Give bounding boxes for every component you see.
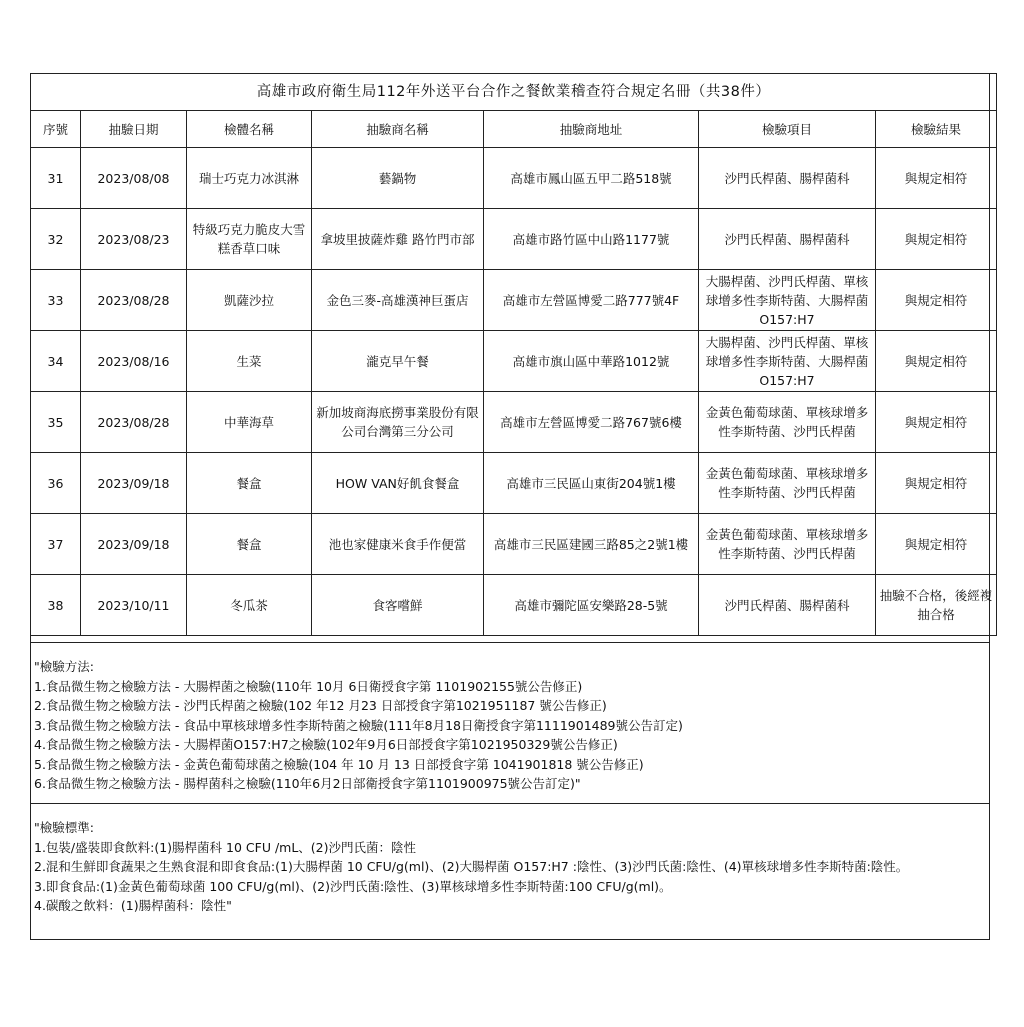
col-header-items: 檢驗項目 bbox=[699, 111, 876, 148]
cell-vendor: 藝鍋物 bbox=[312, 148, 484, 209]
cell-items: 金黃色葡萄球菌、單核球增多性李斯特菌、沙門氏桿菌 bbox=[699, 392, 876, 453]
cell-vendor: HOW VAN好飢食餐盒 bbox=[312, 453, 484, 514]
cell-items: 大腸桿菌、沙門氏桿菌、單核球增多性李斯特菌、大腸桿菌O157:H7 bbox=[699, 270, 876, 331]
cell-result: 與規定相符 bbox=[876, 209, 997, 270]
cell-address: 高雄市彌陀區安樂路28-5號 bbox=[484, 575, 699, 636]
method-line: 1.食品微生物之檢驗方法 - 大腸桿菌之檢驗(110年 10月 6日衛授食字第 1101902155號公告修正) bbox=[34, 678, 583, 694]
method-line: 2.食品微生物之檢驗方法 - 沙門氏桿菌之檢驗(102 年12 月23 日部授食字第1021951187 號公告修正) bbox=[34, 698, 607, 713]
cell-date: 2023/08/23 bbox=[81, 209, 187, 270]
cell-address: 高雄市旗山區中華路1012號 bbox=[484, 331, 699, 392]
cell-sample: 瑞士巧克力冰淇淋 bbox=[187, 148, 312, 209]
cell-address: 高雄市三民區山東街204號1樓 bbox=[484, 453, 699, 514]
cell-date: 2023/09/18 bbox=[81, 514, 187, 575]
cell-result: 與規定相符 bbox=[876, 392, 997, 453]
cell-vendor: 拿坡里披薩炸雞 路竹門市部 bbox=[312, 209, 484, 270]
cell-items: 沙門氏桿菌、腸桿菌科 bbox=[699, 575, 876, 636]
table-row bbox=[31, 331, 997, 392]
col-header-no: 序號 bbox=[31, 111, 81, 148]
cell-date: 2023/10/11 bbox=[81, 575, 187, 636]
method-line: 4.食品微生物之檢驗方法 - 大腸桿菌O157:H7之檢驗(102年9月6日部授食字第1021950329號公告修正) bbox=[34, 737, 618, 752]
standard-line: 3.即食食品:(1)金黃色葡萄球菌 100 CFU/g(ml)、(2)沙門氏菌:陰性、(3)單核球增多性李斯特菌:100 CFU/g(ml)。 bbox=[34, 878, 672, 894]
method-line: 6.食品微生物之檢驗方法 - 腸桿菌科之檢驗(110年6月2日部衛授食字第1101900975號公告訂定)" bbox=[34, 776, 581, 791]
cell-sample: 餐盒 bbox=[187, 514, 312, 575]
table-row bbox=[31, 148, 997, 209]
cell-items: 金黃色葡萄球菌、單核球增多性李斯特菌、沙門氏桿菌 bbox=[699, 514, 876, 575]
cell-no: 37 bbox=[31, 514, 81, 575]
col-header-vendor: 抽驗商名稱 bbox=[312, 111, 484, 148]
cell-no: 32 bbox=[31, 209, 81, 270]
cell-result: 與規定相符 bbox=[876, 514, 997, 575]
cell-vendor: 新加坡商海底撈事業股份有限公司台灣第三分公司 bbox=[312, 392, 484, 453]
col-header-result: 檢驗結果 bbox=[876, 111, 997, 148]
test-methods-note bbox=[31, 642, 989, 804]
cell-date: 2023/08/08 bbox=[81, 148, 187, 209]
cell-vendor: 池也家健康米食手作便當 bbox=[312, 514, 484, 575]
cell-sample: 生菜 bbox=[187, 331, 312, 392]
inspection-register-sheet bbox=[30, 73, 993, 940]
cell-vendor: 食客嚐鮮 bbox=[312, 575, 484, 636]
cell-sample: 冬瓜茶 bbox=[187, 575, 312, 636]
cell-sample: 特級巧克力脆皮大雪糕香草口味 bbox=[187, 209, 312, 270]
col-header-address: 抽驗商地址 bbox=[484, 111, 699, 148]
header-row bbox=[31, 111, 997, 148]
cell-date: 2023/09/18 bbox=[81, 453, 187, 514]
cell-address: 高雄市鳳山區五甲二路518號 bbox=[484, 148, 699, 209]
cell-date: 2023/08/28 bbox=[81, 392, 187, 453]
cell-sample: 凱薩沙拉 bbox=[187, 270, 312, 331]
cell-date: 2023/08/16 bbox=[81, 331, 187, 392]
table-row bbox=[31, 453, 997, 514]
cell-result: 與規定相符 bbox=[876, 270, 997, 331]
table-row bbox=[31, 209, 997, 270]
cell-result: 與規定相符 bbox=[876, 148, 997, 209]
table-row bbox=[31, 392, 997, 453]
cell-no: 38 bbox=[31, 575, 81, 636]
cell-vendor: 瀧克早午餐 bbox=[312, 331, 484, 392]
table-row bbox=[31, 514, 997, 575]
cell-sample: 餐盒 bbox=[187, 453, 312, 514]
cell-address: 高雄市三民區建國三路85之2號1樓 bbox=[484, 514, 699, 575]
cell-result: 抽驗不合格，後經複抽合格 bbox=[876, 575, 997, 636]
cell-address: 高雄市左營區博愛二路767號6樓 bbox=[484, 392, 699, 453]
cell-no: 35 bbox=[31, 392, 81, 453]
cell-no: 34 bbox=[31, 331, 81, 392]
cell-address: 高雄市路竹區中山路1177號 bbox=[484, 209, 699, 270]
col-header-date: 抽驗日期 bbox=[81, 111, 187, 148]
method-line: 3.食品微生物之檢驗方法 - 食品中單核球增多性李斯特菌之檢驗(111年8月18日衛授食字第1111901489號公告訂定) bbox=[34, 717, 683, 733]
method-line: "檢驗方法: bbox=[34, 659, 94, 674]
cell-no: 36 bbox=[31, 453, 81, 514]
cell-items: 沙門氏桿菌、腸桿菌科 bbox=[699, 148, 876, 209]
cell-address: 高雄市左營區博愛二路777號4F bbox=[484, 270, 699, 331]
table-row bbox=[31, 270, 997, 331]
cell-vendor: 金色三麥-高雄漢神巨蛋店 bbox=[312, 270, 484, 331]
table-title: 高雄市政府衛生局112年外送平台合作之餐飲業稽查符合規定名冊（共38件） bbox=[31, 74, 997, 111]
col-header-sample: 檢體名稱 bbox=[187, 111, 312, 148]
cell-items: 大腸桿菌、沙門氏桿菌、單核球增多性李斯特菌、大腸桿菌O157:H7 bbox=[699, 331, 876, 392]
standard-line: "檢驗標準: bbox=[34, 820, 94, 835]
inspection-table bbox=[30, 73, 997, 636]
cell-no: 33 bbox=[31, 270, 81, 331]
standard-line: 1.包裝/盛裝即食飲料:(1)腸桿菌科 10 CFU /mL、(2)沙門氏菌：陰性 bbox=[34, 839, 417, 855]
cell-date: 2023/08/28 bbox=[81, 270, 187, 331]
standard-line: 2.混和生鮮即食蔬果之生熟食混和即食食品:(1)大腸桿菌 10 CFU/g(ml)、(2)大腸桿菌 O157:H7 :陰性、(3)沙門氏菌:陰性、(4)單核球增多性李斯特菌:陰性。 bbox=[34, 859, 909, 874]
cell-items: 金黃色葡萄球菌、單核球增多性李斯特菌、沙門氏桿菌 bbox=[699, 453, 876, 514]
table-row bbox=[31, 575, 997, 636]
cell-result: 與規定相符 bbox=[876, 453, 997, 514]
method-line: 5.食品微生物之檢驗方法 - 金黃色葡萄球菌之檢驗(104 年 10 月 13 日部授食字第 1041901818 號公告修正) bbox=[34, 756, 644, 772]
cell-no: 31 bbox=[31, 148, 81, 209]
test-standards-note bbox=[31, 804, 989, 940]
cell-sample: 中華海草 bbox=[187, 392, 312, 453]
cell-result: 與規定相符 bbox=[876, 331, 997, 392]
standard-line: 4.碳酸之飲料：(1)腸桿菌科：陰性" bbox=[34, 898, 232, 913]
cell-items: 沙門氏桿菌、腸桿菌科 bbox=[699, 209, 876, 270]
